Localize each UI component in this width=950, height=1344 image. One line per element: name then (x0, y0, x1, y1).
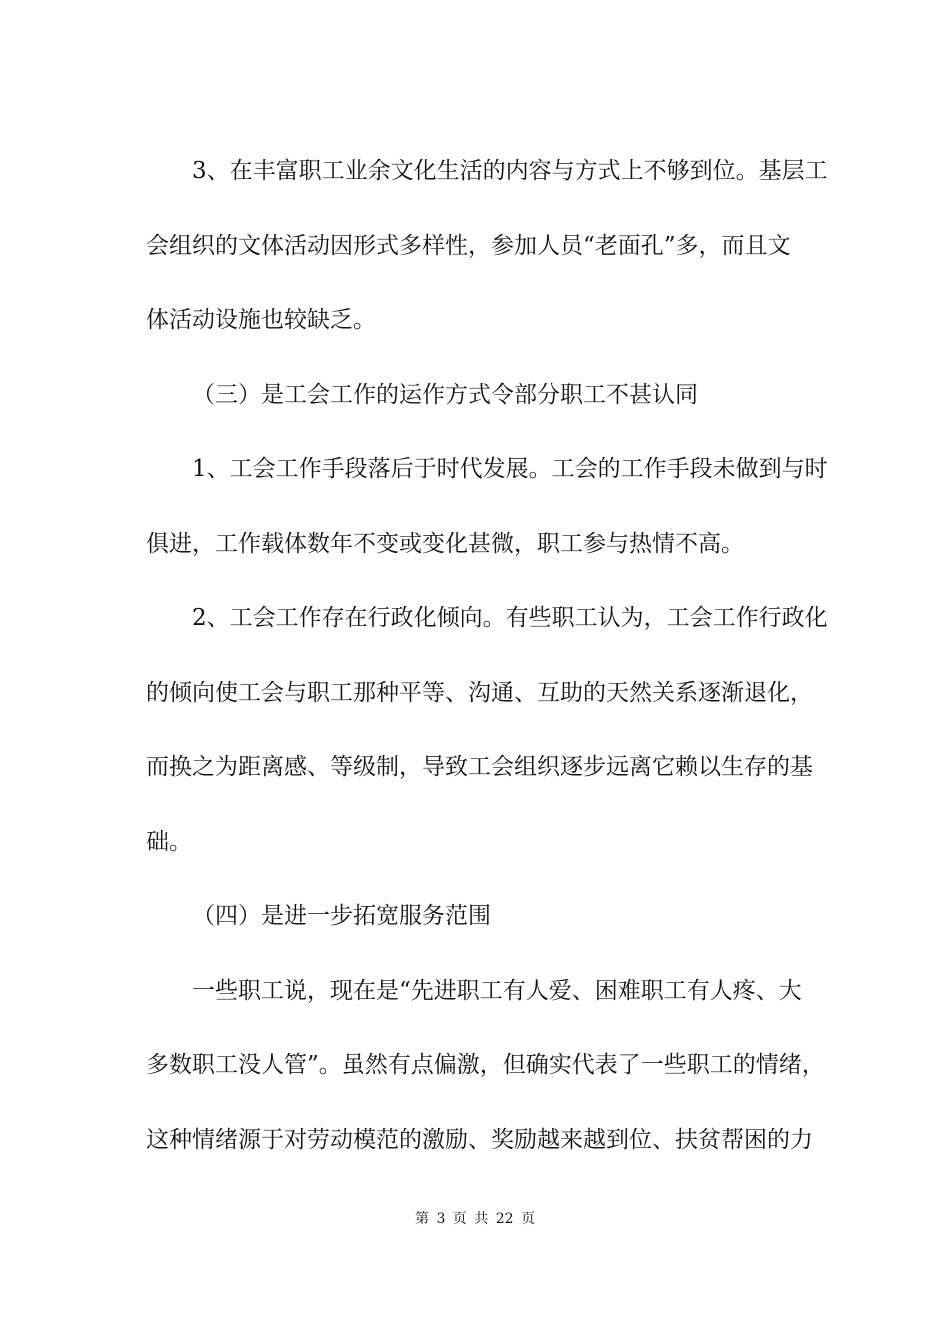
paragraph-line: 础。 (146, 828, 192, 855)
paragraph-line: 多数职工没人管”。虽然有点偏激，但确实代表了一些职工的情绪， (146, 1052, 825, 1078)
document-body (146, 134, 826, 1177)
paragraph-line: 俱进，工作载体数年不变或变化甚微，职工参与热情不高。 (146, 530, 744, 557)
paragraph-line: 而换之为距离感、等级制，导致工会组织逐步远离它赖以生存的基 (146, 754, 813, 780)
paragraph-line: 会组织的文体活动因形式多样性，参加人员“老面孔”多，而且文 (146, 232, 791, 259)
paragraph-line: 3、在丰富职工业余文化生活的内容与方式上不够到位。基层工 (192, 158, 828, 184)
section-heading: （四）是进一步拓宽服务范围 (192, 903, 491, 929)
paragraph-line: 一些职工说，现在是“先进职工有人爱、困难职工有人疼、大 (192, 977, 802, 1004)
paragraph-line: 这种情绪源于对劳动模范的激励、奖励越来越到位、扶贫帮困的力 (146, 1126, 813, 1153)
section-heading: （三）是工会工作的运作方式令部分职工不甚认同 (192, 381, 698, 408)
paragraph-line: 的倾向使工会与职工那种平等、沟通、互助的天然关系逐渐退化， (146, 679, 813, 706)
page-number-footer: 第 3 页 共 22 页 (415, 1211, 535, 1227)
paragraph-line: 体活动设施也较缺乏。 (146, 307, 376, 333)
paragraph-line: 1、工会工作手段落后于时代发展。工会的工作手段未做到与时 (192, 456, 828, 482)
paragraph-line: 2、工会工作存在行政化倾向。有些职工认为，工会工作行政化 (192, 605, 828, 631)
